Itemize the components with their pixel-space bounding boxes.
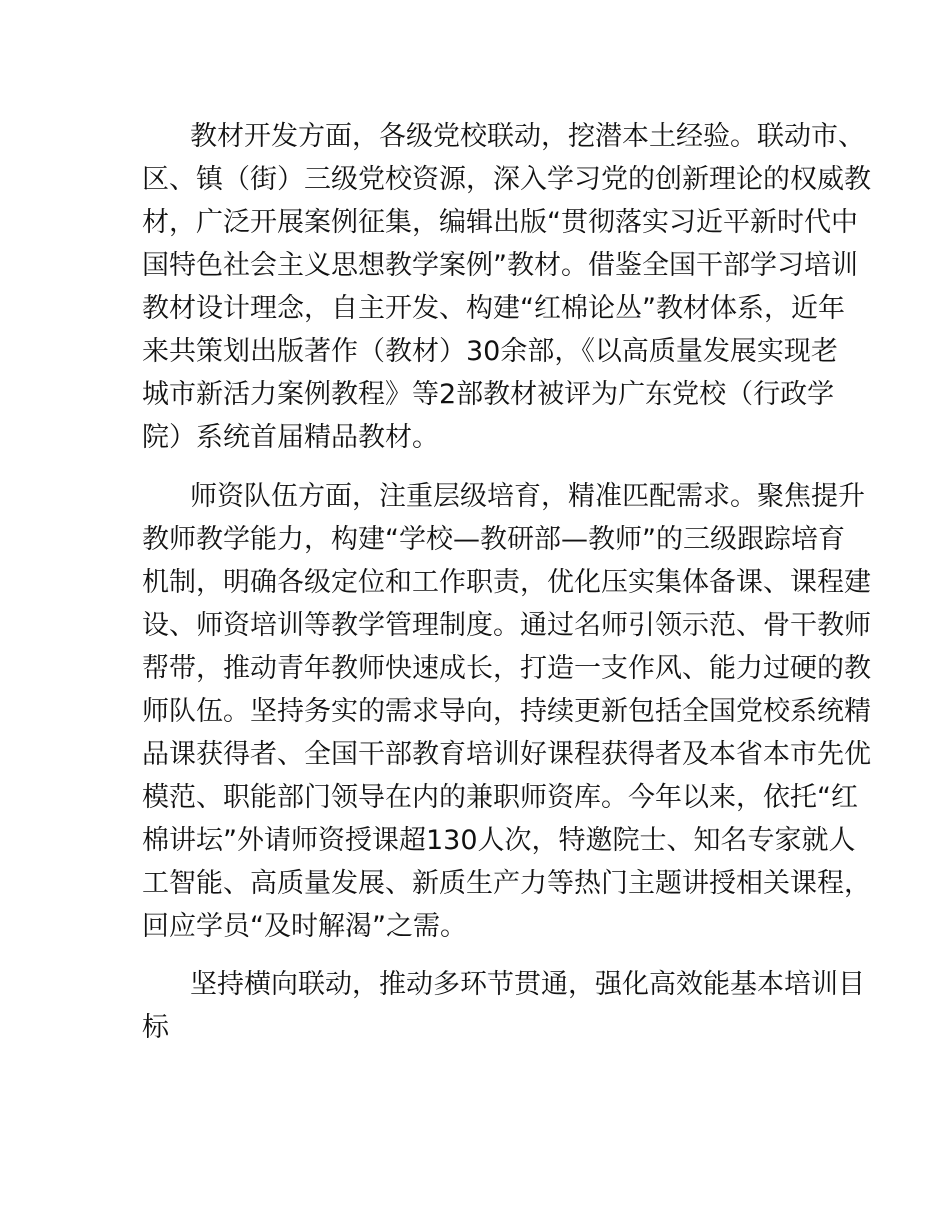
text-line: 机制，明确各级定位和工作职责，优化压实集体备课、课程建 (142, 567, 871, 598)
text-line: 棉讲坛”外请师资授课超130人次，特邀院士、知名专家就人 (142, 825, 856, 856)
text-line: 教师教学能力，构建“学校—教研部—教师”的三级跟踪培育 (142, 524, 845, 555)
text-line: 坚持横向联动，推动多环节贯通，强化高效能基本培训目 (190, 969, 865, 1000)
text-line: 模范、职能部门领导在内的兼职师资库。今年以来，依托“红 (142, 782, 858, 813)
text-line: 帮带，推动青年教师快速成长，打造一支作风、能力过硬的教 (142, 653, 871, 684)
text-line: 区、镇（街）三级党校资源，深入学习党的创新理论的权威教 (142, 164, 871, 195)
text-line: 教材设计理念，自主开发、构建“红棉论丛”教材体系，近年 (142, 293, 845, 324)
text-line: 师资队伍方面，注重层级培育，精准匹配需求。聚焦提升 (190, 481, 865, 512)
text-line: 设、师资培训等教学管理制度。通过名师引领示范、骨干教师 (142, 610, 871, 641)
text-line: 来共策划出版著作（教材）30余部，《以高质量发展实现老 (142, 336, 838, 367)
text-line: 城市新活力案例教程》等2部教材被评为广东党校（行政学 (142, 379, 835, 410)
text-line: 教材开发方面，各级党校联动，挖潜本土经验。联动市、 (190, 121, 865, 152)
text-line: 标 (142, 1012, 169, 1043)
text-line: 回应学员“及时解渴”之需。 (142, 911, 467, 942)
text-line: 国特色社会主义思想教学案例”教材。借鉴全国干部学习培训 (142, 250, 858, 281)
text-line: 院）系统首届精品教材。 (142, 422, 439, 453)
text-line: 品课获得者、全国干部教育培训好课程获得者及本省本市先优 (142, 739, 871, 770)
text-line: 师队伍。坚持务实的需求导向，持续更新包括全国党校系统精 (142, 696, 871, 727)
text-line: 工智能、高质量发展、新质生产力等热门主题讲授相关课程， (142, 868, 871, 899)
text-line: 材，广泛开展案例征集，编辑出版“贯彻落实习近平新时代中 (142, 207, 858, 238)
